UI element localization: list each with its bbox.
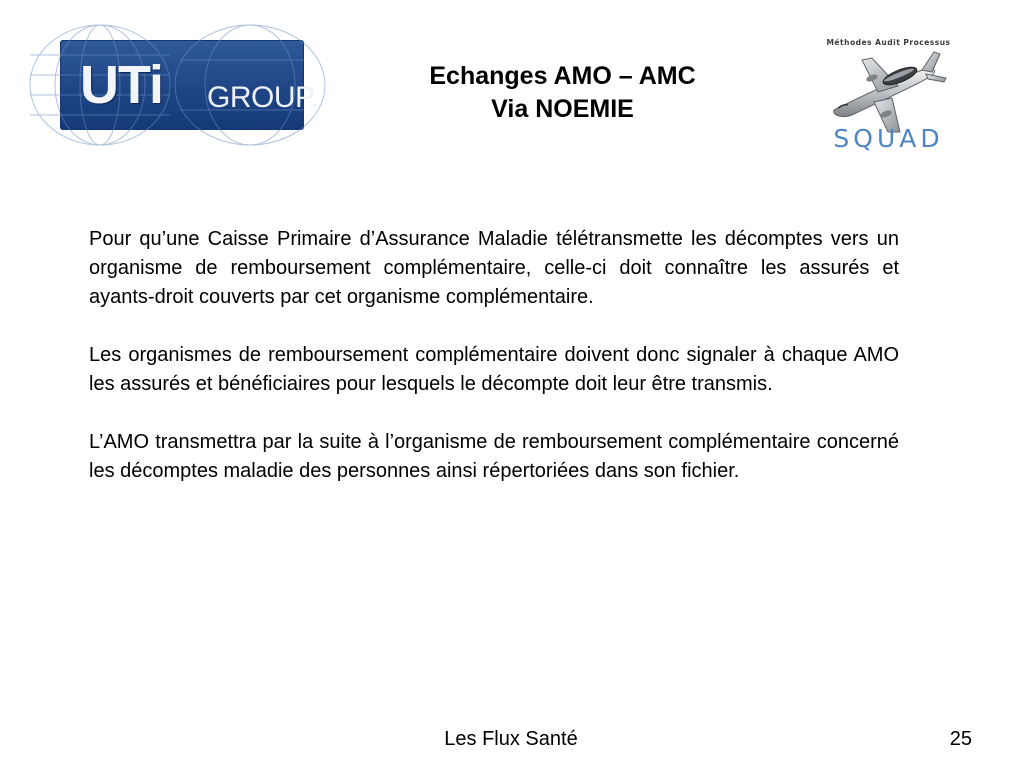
- squad-wordmark: SQUAD: [833, 124, 944, 153]
- squad-tagline: Méthodes Audit Processus: [826, 38, 951, 47]
- uti-group-logo: [60, 40, 319, 130]
- paragraph-3: L’AMO transmettra par la suite à l’organisme de remboursement complémentaire concerné les décomptes maladie des personnes ainsi répertoriées dans son fichier.: [89, 431, 899, 482]
- group-wordmark: GROUP.: [207, 81, 319, 114]
- slide-title-line-1: Echanges AMO – AMC: [429, 62, 696, 90]
- slide-title-line-2: Via NOEMIE: [491, 95, 634, 123]
- paragraph-2: Les organismes de remboursement complémentaire doivent donc signaler à chaque AMO les assurés et bénéficiaires pour lesquels le décompte doit leur être transmis.: [89, 344, 899, 395]
- footer-text: Les Flux Santé: [444, 728, 578, 750]
- squad-logo: [826, 38, 951, 152]
- paragraph-1: Pour qu’une Caisse Primaire d’Assurance Maladie télétransmette les décomptes vers un organisme de remboursement complémentaire, celle-ci doit connaître les assurés et ayants-droit couverts par cet organisme complémentaire.: [89, 228, 899, 308]
- slide-title: [330, 60, 795, 126]
- uti-wordmark: UTi: [80, 55, 164, 115]
- body-text: [89, 225, 899, 515]
- page-number: 25: [949, 728, 972, 750]
